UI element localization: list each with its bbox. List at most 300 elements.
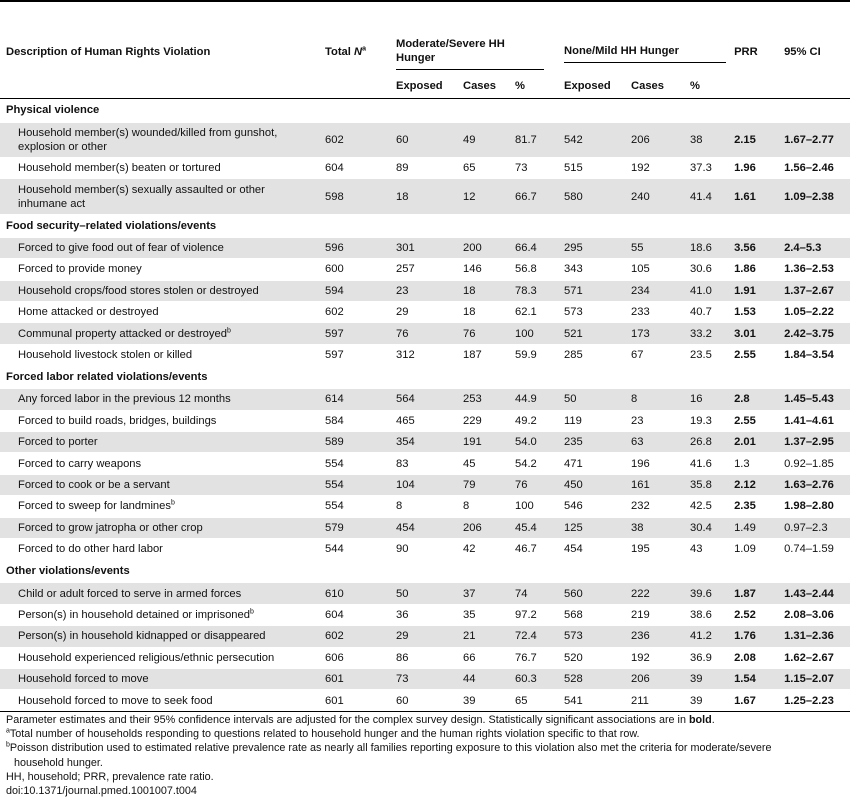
row-description-text: Any forced labor in the previous 12 months [18,393,231,406]
row-cell-e1: 60 [392,690,459,711]
row-cell-p1: 54.0 [511,432,548,453]
row-cell-p2: 43 [686,538,730,559]
row-description [0,668,321,689]
row-cell-p2: 42.5 [686,496,730,517]
row-cell-e1: 83 [392,453,459,474]
row-cell-c2: 38 [627,517,686,538]
header-total-n: N [354,46,363,58]
row-cell-c1: 35 [459,604,511,625]
row-cell-prr: 2.35 [730,496,780,517]
header-total-label: Total [325,46,355,58]
row-gap-cell [548,280,560,301]
row-cell-p1: 54.2 [511,453,548,474]
row-description [0,410,321,431]
row-description [0,604,321,625]
row-description-text: Household forced to move to seek food [18,694,213,707]
row-cell-total: 589 [321,432,392,453]
section-title: Food security–related violations/events [6,219,217,232]
row-description-text: Household forced to move [18,673,149,686]
row-cell-total: 604 [321,158,392,179]
table-row [0,259,850,280]
row-cell-e2: 454 [560,538,627,559]
row-cell-p1: 100 [511,496,548,517]
row-gap-cell [548,158,560,179]
row-cell-e1: 89 [392,158,459,179]
row-cell-c2: 222 [627,583,686,604]
row-cell-prr: 1.96 [730,158,780,179]
table-body [0,98,850,711]
row-description-text: Household member(s) beaten or tortured [18,162,221,175]
row-cell-ci: 1.05–2.22 [780,302,850,323]
row-cell-p1: 76 [511,474,548,495]
footnote-general-bold: bold [688,714,712,726]
row-cell-ci: 2.42–3.75 [780,323,850,344]
row-cell-prr: 1.53 [730,302,780,323]
row-description-text: Child or adult forced to serve in armed forces [18,587,242,600]
row-description-text: Forced to give food out of fear of violence [18,242,224,255]
row-cell-e2: 235 [560,432,627,453]
row-cell-p1: 74 [511,583,548,604]
row-cell-prr: 2.8 [730,389,780,410]
row-cell-e1: 29 [392,302,459,323]
footnote-general [6,713,846,727]
row-cell-c1: 42 [459,538,511,559]
row-cell-e2: 285 [560,344,627,365]
row-cell-prr: 3.56 [730,237,780,258]
row-cell-ci: 1.37–2.67 [780,280,850,301]
table-row [0,158,850,179]
section-header [0,366,850,389]
row-footnote-marker: b [249,608,254,616]
row-cell-p2: 41.6 [686,453,730,474]
row-cell-prr: 1.3 [730,453,780,474]
header-prr: PRR [734,46,758,58]
row-cell-c1: 18 [459,280,511,301]
row-cell-p1: 72.4 [511,626,548,647]
table-header [0,30,850,98]
row-cell-c1: 21 [459,626,511,647]
footnote-a-text: Total number of households responding to questions related to household hunger and the human rights violation specific to that row. [9,728,640,741]
row-cell-prr: 2.15 [730,122,780,158]
row-cell-total: 598 [321,179,392,215]
row-cell-p1: 45.4 [511,517,548,538]
table-row [0,179,850,215]
row-cell-total: 601 [321,690,392,711]
row-description-text: Forced to sweep for landmines [18,500,171,513]
footnote-b-marker: b [6,741,10,749]
row-description [0,690,321,711]
row-description-text: Forced to grow jatropha or other crop [18,521,203,534]
row-cell-total: 584 [321,410,392,431]
row-cell-p1: 66.7 [511,179,548,215]
row-cell-ci: 2.08–3.06 [780,604,850,625]
row-gap-cell [548,604,560,625]
row-cell-c2: 67 [627,344,686,365]
table-row [0,432,850,453]
row-gap-cell [548,344,560,365]
row-cell-p2: 33.2 [686,323,730,344]
row-cell-p2: 35.8 [686,474,730,495]
row-gap-cell [548,690,560,711]
footnote-b [6,741,846,755]
table-row [0,626,850,647]
row-cell-prr: 1.54 [730,668,780,689]
row-cell-ci: 0.92–1.85 [780,453,850,474]
table-row [0,280,850,301]
row-cell-prr: 1.91 [730,280,780,301]
row-gap-cell [548,538,560,559]
row-cell-e2: 521 [560,323,627,344]
row-gap-cell [548,179,560,215]
row-cell-e1: 18 [392,179,459,215]
table-row [0,453,850,474]
row-cell-c1: 66 [459,647,511,668]
row-cell-e2: 541 [560,690,627,711]
row-cell-c2: 55 [627,237,686,258]
row-cell-prr: 1.49 [730,517,780,538]
header-blank [321,74,392,98]
footnote-a-marker: a [6,727,10,735]
top-rule [0,0,850,2]
row-cell-prr: 2.08 [730,647,780,668]
row-cell-e1: 36 [392,604,459,625]
row-description [0,389,321,410]
row-cell-prr: 1.09 [730,538,780,559]
header-blank [780,74,850,98]
footnote-general-end: . [711,714,715,726]
row-cell-p2: 30.4 [686,517,730,538]
row-cell-e2: 546 [560,496,627,517]
row-cell-total: 597 [321,344,392,365]
table-row [0,389,850,410]
row-cell-ci: 1.98–2.80 [780,496,850,517]
header-total [321,30,392,74]
row-cell-ci: 1.84–3.54 [780,344,850,365]
row-description-text: Communal property attacked or destroyed [18,327,227,340]
row-gap-cell [548,323,560,344]
row-cell-p2: 38.6 [686,604,730,625]
header-total-sup: a [362,45,367,53]
header-gap [548,30,560,74]
row-cell-c2: 192 [627,647,686,668]
row-cell-total: 554 [321,474,392,495]
row-cell-p2: 23.5 [686,344,730,365]
row-cell-e2: 573 [560,302,627,323]
row-cell-p1: 49.2 [511,410,548,431]
row-cell-p1: 59.9 [511,344,548,365]
row-description [0,474,321,495]
row-cell-prr: 3.01 [730,323,780,344]
row-gap-cell [548,389,560,410]
row-description-text: Person(s) in household detained or imprisoned [18,608,250,621]
header-pct-2: % [686,74,730,98]
row-description-text: Forced to do other hard labor [18,543,163,556]
row-cell-e1: 301 [392,237,459,258]
header-blank [730,74,780,98]
row-cell-e2: 295 [560,237,627,258]
row-cell-c2: 192 [627,158,686,179]
row-footnote-marker: b [170,499,175,507]
row-cell-p2: 41.2 [686,626,730,647]
row-cell-prr: 2.12 [730,474,780,495]
row-cell-e1: 8 [392,496,459,517]
section-header [0,560,850,583]
row-cell-p1: 44.9 [511,389,548,410]
row-cell-total: 610 [321,583,392,604]
row-cell-c2: 232 [627,496,686,517]
row-cell-ci: 0.74–1.59 [780,538,850,559]
header-ci: 95% CI [784,46,821,58]
footnote-b-cont: household hunger. [14,756,103,769]
row-cell-e1: 465 [392,410,459,431]
row-gap-cell [548,122,560,158]
table-row [0,517,850,538]
row-description-text: Forced to porter [18,436,98,449]
row-cell-c2: 206 [627,668,686,689]
row-cell-e2: 528 [560,668,627,689]
row-cell-c2: 195 [627,538,686,559]
row-cell-prr: 1.67 [730,690,780,711]
row-cell-ci: 1.45–5.43 [780,389,850,410]
section-title: Physical violence [6,104,100,116]
row-cell-total: 554 [321,496,392,517]
row-description [0,517,321,538]
row-cell-c1: 187 [459,344,511,365]
row-cell-p2: 41.0 [686,280,730,301]
table-row [0,583,850,604]
row-cell-e2: 515 [560,158,627,179]
row-cell-e2: 573 [560,626,627,647]
header-pct-1: % [511,74,548,98]
row-cell-p1: 62.1 [511,302,548,323]
table-row [0,647,850,668]
table-footnotes [6,713,846,798]
row-cell-ci: 0.97–2.3 [780,517,850,538]
row-cell-ci: 1.41–4.61 [780,410,850,431]
row-description [0,453,321,474]
header-group-none-mild-label: None/Mild HH Hunger [564,44,726,63]
table-row [0,604,850,625]
row-cell-e2: 119 [560,410,627,431]
row-cell-prr: 2.52 [730,604,780,625]
row-description-text: Forced to provide money [18,263,142,276]
row-cell-e1: 90 [392,538,459,559]
row-cell-e1: 104 [392,474,459,495]
section-header [0,98,850,122]
row-cell-c2: 105 [627,259,686,280]
row-description-text: Forced to cook or be a servant [18,478,170,491]
row-description [0,237,321,258]
row-cell-c2: 219 [627,604,686,625]
row-cell-c1: 44 [459,668,511,689]
row-cell-total: 596 [321,237,392,258]
row-cell-total: 579 [321,517,392,538]
row-description-text: Household member(s) sexually assaulted or other inhumane act [18,183,265,210]
row-cell-ci: 1.36–2.53 [780,259,850,280]
row-cell-c1: 191 [459,432,511,453]
row-cell-ci: 2.4–5.3 [780,237,850,258]
row-gap-cell [548,668,560,689]
footnote-general-text: Parameter estimates and their 95% confidence intervals are adjusted for the complex survey design. Statistically significant associations are in [6,714,689,726]
row-cell-e1: 76 [392,323,459,344]
footnote-doi: doi:10.1371/journal.pmed.1001007.t004 [6,785,197,798]
table-row [0,690,850,711]
row-cell-c2: 23 [627,410,686,431]
row-description [0,626,321,647]
row-cell-p1: 100 [511,323,548,344]
row-cell-total: 600 [321,259,392,280]
table-row [0,538,850,559]
row-gap-cell [548,517,560,538]
row-cell-c2: 63 [627,432,686,453]
row-cell-prr: 1.87 [730,583,780,604]
header-group-moderate-severe [392,30,548,74]
row-cell-p2: 38 [686,122,730,158]
row-cell-e1: 50 [392,583,459,604]
row-cell-ci: 1.37–2.95 [780,432,850,453]
row-gap-cell [548,259,560,280]
header-group-none-mild [560,30,730,74]
row-cell-c2: 161 [627,474,686,495]
footnote-b-text: Poisson distribution used to estimated relative prevalence rate as nearly all families reporting exposure to this violation also met the criteria for moderate/severe [9,742,772,755]
section-title: Forced labor related violations/events [6,370,208,383]
row-cell-e2: 571 [560,280,627,301]
human-rights-table [0,30,850,712]
row-cell-ci: 1.43–2.44 [780,583,850,604]
row-gap-cell [548,474,560,495]
row-cell-c1: 146 [459,259,511,280]
table-row [0,496,850,517]
section-header [0,214,850,237]
header-cases-2: Cases [627,74,686,98]
table-row [0,237,850,258]
row-description-text: Forced to build roads, bridges, buildings [18,414,217,427]
row-cell-c1: 76 [459,323,511,344]
row-cell-e2: 343 [560,259,627,280]
row-cell-e2: 520 [560,647,627,668]
table-row [0,302,850,323]
row-cell-c1: 45 [459,453,511,474]
row-description [0,496,321,517]
row-cell-e2: 50 [560,389,627,410]
row-cell-p1: 60.3 [511,668,548,689]
row-cell-c1: 229 [459,410,511,431]
row-cell-e1: 354 [392,432,459,453]
row-cell-p2: 39.6 [686,583,730,604]
row-cell-total: 602 [321,626,392,647]
row-cell-c2: 234 [627,280,686,301]
row-cell-prr: 1.86 [730,259,780,280]
row-cell-total: 544 [321,538,392,559]
row-cell-e2: 471 [560,453,627,474]
row-cell-c1: 12 [459,179,511,215]
row-cell-p1: 73 [511,158,548,179]
row-description [0,280,321,301]
row-cell-total: 554 [321,453,392,474]
header-blank [548,74,560,98]
row-cell-total: 602 [321,122,392,158]
table-row [0,410,850,431]
row-cell-ci: 1.67–2.77 [780,122,850,158]
footnote-a [6,727,846,741]
row-cell-p2: 39 [686,690,730,711]
row-cell-p2: 40.7 [686,302,730,323]
row-cell-c1: 253 [459,389,511,410]
row-gap-cell [548,626,560,647]
row-cell-ci: 1.62–2.67 [780,647,850,668]
row-cell-p2: 19.3 [686,410,730,431]
table-row [0,122,850,158]
row-cell-e1: 23 [392,280,459,301]
table-row [0,344,850,365]
row-cell-e2: 450 [560,474,627,495]
row-cell-c1: 49 [459,122,511,158]
row-cell-c1: 37 [459,583,511,604]
row-cell-c1: 200 [459,237,511,258]
footnote-abbreviations: HH, household; PRR, prevalence rate ratio. [6,770,214,783]
row-gap-cell [548,583,560,604]
header-group-moderate-severe-label: Moderate/Severe HH Hunger [396,37,544,70]
row-cell-c2: 196 [627,453,686,474]
table-row [0,323,850,344]
row-cell-p2: 18.6 [686,237,730,258]
row-cell-p1: 78.3 [511,280,548,301]
row-description-text: Household crops/food stores stolen or destroyed [18,284,259,297]
row-cell-p1: 56.8 [511,259,548,280]
row-description [0,344,321,365]
row-description [0,323,321,344]
row-description-text: Household experienced religious/ethnic persecution [18,651,275,664]
row-cell-c2: 236 [627,626,686,647]
row-cell-total: 614 [321,389,392,410]
row-cell-total: 594 [321,280,392,301]
row-description [0,583,321,604]
row-cell-e1: 312 [392,344,459,365]
row-cell-p2: 16 [686,389,730,410]
row-cell-c2: 173 [627,323,686,344]
row-cell-p2: 30.6 [686,259,730,280]
row-cell-p1: 76.7 [511,647,548,668]
header-cases-1: Cases [459,74,511,98]
row-gap-cell [548,432,560,453]
row-description [0,647,321,668]
row-gap-cell [548,410,560,431]
section-title: Other violations/events [6,565,130,578]
row-cell-p1: 81.7 [511,122,548,158]
header-blank [0,74,321,98]
row-description [0,259,321,280]
row-cell-ci: 1.63–2.76 [780,474,850,495]
row-description [0,538,321,559]
row-description [0,179,321,215]
row-footnote-marker: b [226,326,231,334]
row-cell-p2: 36.9 [686,647,730,668]
row-cell-total: 602 [321,302,392,323]
table-row [0,474,850,495]
row-cell-c1: 206 [459,517,511,538]
row-cell-c2: 240 [627,179,686,215]
row-cell-c2: 233 [627,302,686,323]
row-cell-p1: 66.4 [511,237,548,258]
row-description [0,432,321,453]
row-cell-c2: 206 [627,122,686,158]
row-gap-cell [548,302,560,323]
header-exposed-2: Exposed [560,74,627,98]
row-cell-total: 601 [321,668,392,689]
row-cell-total: 604 [321,604,392,625]
row-cell-total: 597 [321,323,392,344]
row-cell-c2: 211 [627,690,686,711]
